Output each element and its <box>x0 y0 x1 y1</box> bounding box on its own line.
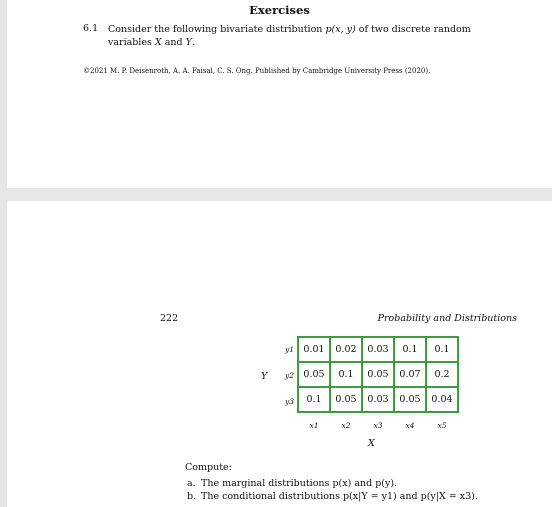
exercise-line2-a: variables <box>108 37 155 48</box>
table-cell: 0.1 <box>299 388 329 411</box>
table-cell: 0.02 <box>331 338 361 361</box>
y-axis-title: Y <box>261 371 268 382</box>
exercise-line1-a: Consider the following bivariate distribution <box>108 24 326 35</box>
table-cell: 0.05 <box>395 388 425 411</box>
exercise-line1-b: of two discrete random <box>355 24 471 35</box>
table-cell: 0.05 <box>331 388 361 411</box>
table-cell: 0.2 <box>427 363 457 386</box>
page-number: 222 <box>160 313 179 324</box>
table-cell: 0.07 <box>395 363 425 386</box>
table-cell: 0.01 <box>299 338 329 361</box>
item-b-label: b. <box>187 491 197 502</box>
table-cell: 0.1 <box>395 338 425 361</box>
var-x: X <box>154 37 162 48</box>
item-b <box>187 491 478 502</box>
row-label-y2: y2 <box>285 371 295 380</box>
table-cell: 0.03 <box>363 388 393 411</box>
table-cell: 0.05 <box>299 363 329 386</box>
exercise-number: 6.1 <box>83 23 99 34</box>
row-label-y1: y1 <box>285 345 295 354</box>
table-cell: 0.03 <box>363 338 393 361</box>
compute-label: Compute: <box>185 462 232 473</box>
page-bottom <box>7 201 552 507</box>
var-y: Y <box>185 37 192 48</box>
exercises-heading: Exercises <box>249 3 310 17</box>
row-label-y3: y3 <box>285 397 295 406</box>
table-cell: 0.1 <box>331 363 361 386</box>
col-label-x4: x4 <box>405 421 415 430</box>
table-cell: 0.1 <box>427 338 457 361</box>
item-a-text: The marginal distributions p(x) and p(y). <box>201 478 398 489</box>
exercise-line2-end: . <box>191 37 195 48</box>
col-label-x2: x2 <box>341 421 351 430</box>
col-label-x1: x1 <box>309 421 319 430</box>
item-a <box>187 478 397 489</box>
exercise-line1-math: p(x, y) <box>325 24 356 35</box>
item-a-label: a. <box>187 478 196 489</box>
col-label-x5: x5 <box>437 421 447 430</box>
table-cell: 0.04 <box>427 388 457 411</box>
page-top <box>7 0 552 188</box>
x-axis-title: X <box>368 438 375 449</box>
exercise-text <box>108 23 528 49</box>
item-b-text: The conditional distributions p(x|Y = y1) and p(y|X = x3). <box>201 491 478 502</box>
col-label-x3: x3 <box>373 421 383 430</box>
running-head: Probability and Distributions <box>377 313 517 324</box>
table-cell: 0.05 <box>363 363 393 386</box>
copyright-notice: ©2021 M. P. Deisenroth, A. A. Faisal, C. S. Ong. Published by Cambridge University Press (2020). <box>83 67 431 75</box>
probability-table <box>297 336 459 413</box>
exercise-line2-and: and <box>161 37 186 48</box>
